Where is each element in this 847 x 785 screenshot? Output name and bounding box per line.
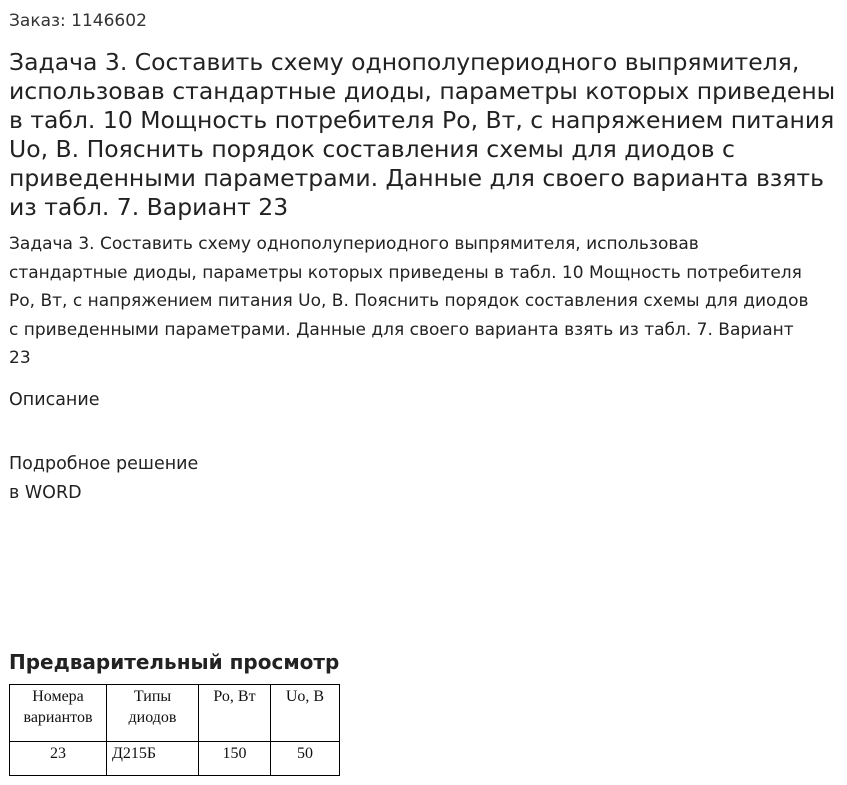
- cell-voltage: 50: [271, 742, 340, 776]
- header-cell-variant: Номера вариантов: [10, 685, 107, 742]
- header-cell-voltage: Uo, В: [271, 685, 340, 742]
- preview-title: Предварительный просмотр: [9, 650, 340, 674]
- cell-diode-type: Д215Б: [107, 742, 199, 776]
- table-header-row: [10, 685, 340, 742]
- variants-table: [9, 684, 340, 776]
- solution-line-1: Подробное решение: [9, 454, 199, 474]
- table-row: [10, 742, 340, 776]
- description-label: Описание: [9, 390, 100, 410]
- task-description: Задача 3. Составить схему однополупериодного выпрямителя, использовав стандартные диоды, параметры которых приведены в табл. 10 Мощность потребителя Ро, Вт, с напряжением питания Uo, В. Пояснить порядок составления схемы для диодов с приведенными параметрами. Данные для своего варианта взять из табл. 7. Вариант 23: [9, 234, 809, 368]
- task-title: Задача 3. Составить схему однополупериодного выпрямителя, использовав стандартные диоды, параметры которых приведены в табл. 10 Мощность потребителя Ро, Вт, с напряжением питания Uo, В. Пояснить порядок составления схемы для диодов с приведенными параметрами. Данные для своего варианта взять из табл. 7. Вариант 23: [9, 48, 836, 221]
- header-cell-power: Ро, Вт: [199, 685, 271, 742]
- solution-note: [9, 450, 198, 508]
- solution-line-2: в WORD: [9, 483, 82, 503]
- cell-power: 150: [199, 742, 271, 776]
- header-cell-diode-type: Типы диодов: [107, 685, 199, 742]
- cell-variant: 23: [10, 742, 107, 776]
- order-number: Заказ: 1146602: [9, 11, 147, 31]
